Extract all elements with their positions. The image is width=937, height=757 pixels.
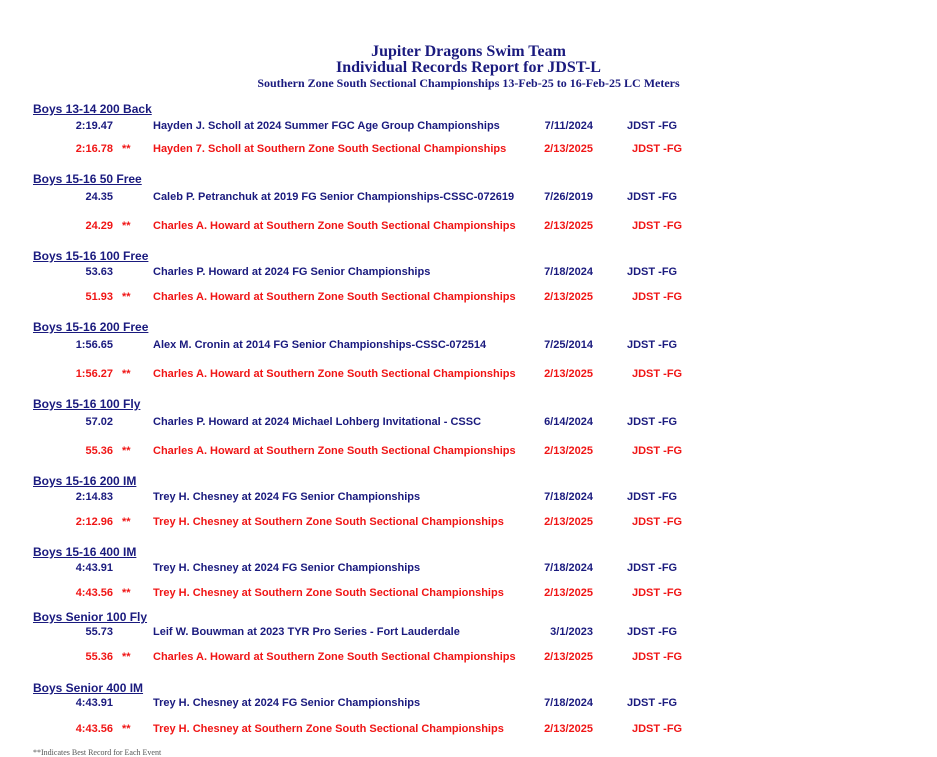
record-description: Charles A. Howard at Southern Zone South Sectional Championships <box>153 291 516 303</box>
record-time: 53.63 <box>85 266 113 278</box>
record-date: 7/18/2024 <box>544 697 593 709</box>
best-record-marker: ** <box>122 220 131 232</box>
record-description: Charles A. Howard at Southern Zone South Sectional Championships <box>153 651 516 663</box>
record-time: 2:16.78 <box>75 143 113 155</box>
record-date: 2/13/2025 <box>544 723 593 735</box>
record-description: Trey H. Chesney at 2024 FG Senior Championships <box>153 491 421 503</box>
previous-record-row <box>0 190 937 205</box>
meet-line: Southern Zone South Sectional Championships 13-Feb-25 to 16-Feb-25 LC Meters <box>257 76 680 90</box>
record-team: JDST -FG <box>632 368 683 380</box>
record-description: Hayden 7. Scholl at Southern Zone South Sectional Championships <box>153 143 507 155</box>
new-record-row <box>0 290 937 305</box>
record-description: Leif W. Bouwman at 2023 TYR Pro Series - Fort Lauderdale <box>153 626 460 638</box>
report-subtitle: Individual Records Report for JDST-L <box>336 59 601 76</box>
previous-record-row <box>0 338 937 353</box>
record-team: JDST -FG <box>627 626 678 638</box>
record-team: JDST -FG <box>627 491 678 503</box>
best-record-marker: ** <box>122 445 131 457</box>
record-date: 7/26/2019 <box>544 191 593 203</box>
record-team: JDST -FG <box>627 339 678 351</box>
best-record-marker: ** <box>122 291 131 303</box>
new-record-row <box>0 722 937 737</box>
event-heading: Boys 15-16 200 Free <box>33 320 149 334</box>
record-time: 2:12.96 <box>75 516 113 528</box>
record-description: Trey H. Chesney at Southern Zone South Sectional Championships <box>153 516 504 528</box>
record-date: 7/25/2014 <box>544 339 593 351</box>
record-team: JDST -FG <box>627 191 678 203</box>
record-team: JDST -FG <box>632 291 683 303</box>
record-time: 57.02 <box>85 416 113 428</box>
record-date: 7/18/2024 <box>544 266 593 278</box>
record-team: JDST -FG <box>632 651 683 663</box>
record-team: JDST -FG <box>632 220 683 232</box>
record-team: JDST -FG <box>632 445 683 457</box>
record-description: Hayden J. Scholl at 2024 Summer FGC Age Group Championships <box>153 120 500 132</box>
event-heading: Boys 15-16 400 IM <box>33 545 137 559</box>
event-heading: Boys 15-16 50 Free <box>33 172 142 186</box>
best-record-marker: ** <box>122 368 131 380</box>
record-date: 2/13/2025 <box>544 651 593 663</box>
record-time: 4:43.91 <box>75 562 113 574</box>
record-time: 1:56.27 <box>75 368 113 380</box>
record-date: 2/13/2025 <box>544 516 593 528</box>
record-description: Trey H. Chesney at Southern Zone South Sectional Championships <box>153 587 504 599</box>
best-record-marker: ** <box>122 651 131 663</box>
previous-record-row <box>0 415 937 430</box>
record-time: 4:43.91 <box>75 697 113 709</box>
previous-record-row <box>0 696 937 711</box>
record-time: 4:43.56 <box>75 587 113 599</box>
previous-record-row <box>0 490 937 505</box>
record-time: 4:43.56 <box>75 723 113 735</box>
previous-record-row <box>0 119 937 134</box>
footnote: **Indicates Best Record for Each Event <box>33 748 162 757</box>
previous-record-row <box>0 265 937 280</box>
record-description: Charles A. Howard at Southern Zone South Sectional Championships <box>153 445 516 457</box>
record-date: 2/13/2025 <box>544 220 593 232</box>
record-description: Alex M. Cronin at 2014 FG Senior Championships-CSSC-072514 <box>153 339 487 351</box>
new-record-row <box>0 444 937 459</box>
record-team: JDST -FG <box>632 516 683 528</box>
record-time: 24.35 <box>85 191 113 203</box>
previous-record-row <box>0 625 937 640</box>
new-record-row <box>0 142 937 157</box>
record-date: 2/13/2025 <box>544 445 593 457</box>
record-description: Trey H. Chesney at Southern Zone South Sectional Championships <box>153 723 504 735</box>
record-time: 1:56.65 <box>75 339 113 351</box>
new-record-row <box>0 515 937 530</box>
record-description: Charles A. Howard at Southern Zone South Sectional Championships <box>153 368 516 380</box>
record-time: 51.93 <box>85 291 113 303</box>
record-team: JDST -FG <box>632 143 683 155</box>
record-description: Trey H. Chesney at 2024 FG Senior Championships <box>153 562 421 574</box>
record-team: JDST -FG <box>627 697 678 709</box>
new-record-row <box>0 219 937 234</box>
record-time: 24.29 <box>85 220 113 232</box>
record-team: JDST -FG <box>632 723 683 735</box>
new-record-row <box>0 586 937 601</box>
record-description: Trey H. Chesney at 2024 FG Senior Championships <box>153 697 421 709</box>
record-team: JDST -FG <box>627 416 678 428</box>
record-team: JDST -FG <box>627 120 678 132</box>
record-description: Charles P. Howard at 2024 FG Senior Championships <box>153 266 431 278</box>
best-record-marker: ** <box>122 723 131 735</box>
event-heading: Boys Senior 100 Fly <box>33 610 148 624</box>
record-time: 2:19.47 <box>75 120 113 132</box>
event-heading: Boys Senior 400 IM <box>33 681 144 695</box>
record-date: 2/13/2025 <box>544 368 593 380</box>
record-date: 7/11/2024 <box>544 120 593 132</box>
new-record-row <box>0 650 937 665</box>
record-date: 2/13/2025 <box>544 143 593 155</box>
record-date: 6/14/2024 <box>544 416 593 428</box>
best-record-marker: ** <box>122 143 131 155</box>
record-description: Caleb P. Petranchuk at 2019 FG Senior Championships-CSSC-072619 <box>153 191 515 203</box>
record-date: 2/13/2025 <box>544 291 593 303</box>
record-date: 3/1/2023 <box>550 626 593 638</box>
record-date: 7/18/2024 <box>544 491 593 503</box>
best-record-marker: ** <box>122 516 131 528</box>
event-heading: Boys 15-16 100 Fly <box>33 397 141 411</box>
event-heading: Boys 15-16 200 IM <box>33 474 137 488</box>
record-description: Charles A. Howard at Southern Zone South Sectional Championships <box>153 220 516 232</box>
record-team: JDST -FG <box>627 266 678 278</box>
new-record-row <box>0 367 937 382</box>
best-record-marker: ** <box>122 587 131 599</box>
report-title: Jupiter Dragons Swim Team <box>371 43 566 60</box>
event-heading: Boys 13-14 200 Back <box>33 102 152 116</box>
record-team: JDST -FG <box>627 562 678 574</box>
record-time: 55.36 <box>85 445 113 457</box>
record-date: 2/13/2025 <box>544 587 593 599</box>
event-heading: Boys 15-16 100 Free <box>33 249 149 263</box>
record-team: JDST -FG <box>632 587 683 599</box>
previous-record-row <box>0 561 937 576</box>
record-time: 2:14.83 <box>75 491 113 503</box>
record-date: 7/18/2024 <box>544 562 593 574</box>
record-time: 55.36 <box>85 651 113 663</box>
record-description: Charles P. Howard at 2024 Michael Lohberg Invitational - CSSC <box>153 416 482 428</box>
record-time: 55.73 <box>85 626 113 638</box>
